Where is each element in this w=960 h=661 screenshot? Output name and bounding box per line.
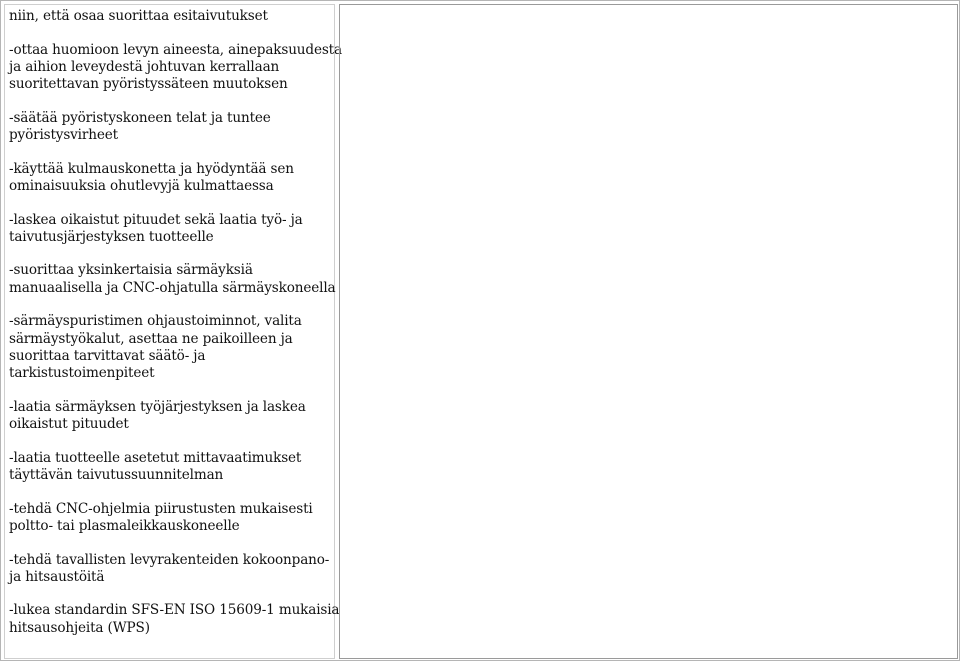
criteria-item-line: -säätää pyöristyskoneen telat ja tuntee <box>9 109 271 126</box>
criteria-item <box>9 262 334 297</box>
criteria-item-line: -tehdä tavallisten levyrakenteiden kokoonpano- <box>9 551 330 568</box>
criteria-item-line: -laskea oikaistut pituudet sekä laatia työ- ja <box>9 211 303 228</box>
criteria-item-line: ominaisuuksia ohutlevyjä kulmattaessa <box>9 177 274 194</box>
criteria-item <box>9 501 334 536</box>
criteria-item <box>9 110 334 145</box>
criteria-item-line: oikaistut pituudet <box>9 416 129 433</box>
criteria-item-line: tarkistustoimenpiteet <box>9 365 155 382</box>
criteria-item-line: ja hitsaustöitä <box>9 568 105 585</box>
criteria-item <box>9 313 334 382</box>
criteria-list <box>9 41 342 637</box>
criteria-item-line: pyöristysvirheet <box>9 127 118 144</box>
empty-cell <box>339 4 958 659</box>
criteria-item-line: -käyttää kulmauskonetta ja hyödyntää sen <box>9 160 294 177</box>
criteria-item-line: hitsausohjeita (WPS) <box>9 619 150 636</box>
criteria-item <box>9 602 340 637</box>
criteria-cell <box>4 4 342 659</box>
criteria-item <box>9 41 342 94</box>
criteria-item <box>9 399 334 434</box>
criteria-item-line: poltto- tai plasmaleikkauskoneelle <box>9 517 240 534</box>
criteria-item-line: -ottaa huomioon levyn aineesta, ainepaksuudesta <box>9 41 342 58</box>
criteria-heading: niin, että osaa suorittaa esitaivutukset <box>9 8 268 24</box>
criteria-item-line: -laatia tuotteelle asetetut mittavaatimukset <box>9 449 302 466</box>
criteria-item-line: taivutusjärjestyksen tuotteelle <box>9 228 214 245</box>
criteria-item-line: täyttävän taivutussuunnitelman <box>9 467 224 484</box>
criteria-item-line: -lukea standardin SFS-EN ISO 15609-1 mukaisia <box>9 602 340 619</box>
criteria-item-line: suoritettavan pyöristyssäteen muutoksen <box>9 76 288 93</box>
criteria-item <box>9 552 334 587</box>
criteria-item-line: -suorittaa yksinkertaisia särmäyksiä <box>9 262 253 279</box>
criteria-item-line: -tehdä CNC-ohjelmia piirustusten mukaisesti <box>9 500 313 517</box>
criteria-item-line: särmäystyökalut, asettaa ne paikoilleen ja <box>9 330 293 347</box>
criteria-item-line: ja aihion leveydestä johtuvan kerrallaan <box>9 58 280 75</box>
criteria-item <box>9 161 334 196</box>
criteria-item-line: -särmäyspuristimen ohjaustoiminnot, valita <box>9 313 302 330</box>
criteria-item-line: suorittaa tarvittavat säätö- ja <box>9 347 206 364</box>
criteria-item <box>9 212 334 247</box>
criteria-item <box>9 450 334 485</box>
criteria-item-line: manuaalisella ja CNC-ohjatulla särmäyskoneella <box>9 279 336 296</box>
criteria-item-line: -laatia särmäyksen työjärjestyksen ja laskea <box>9 398 306 415</box>
